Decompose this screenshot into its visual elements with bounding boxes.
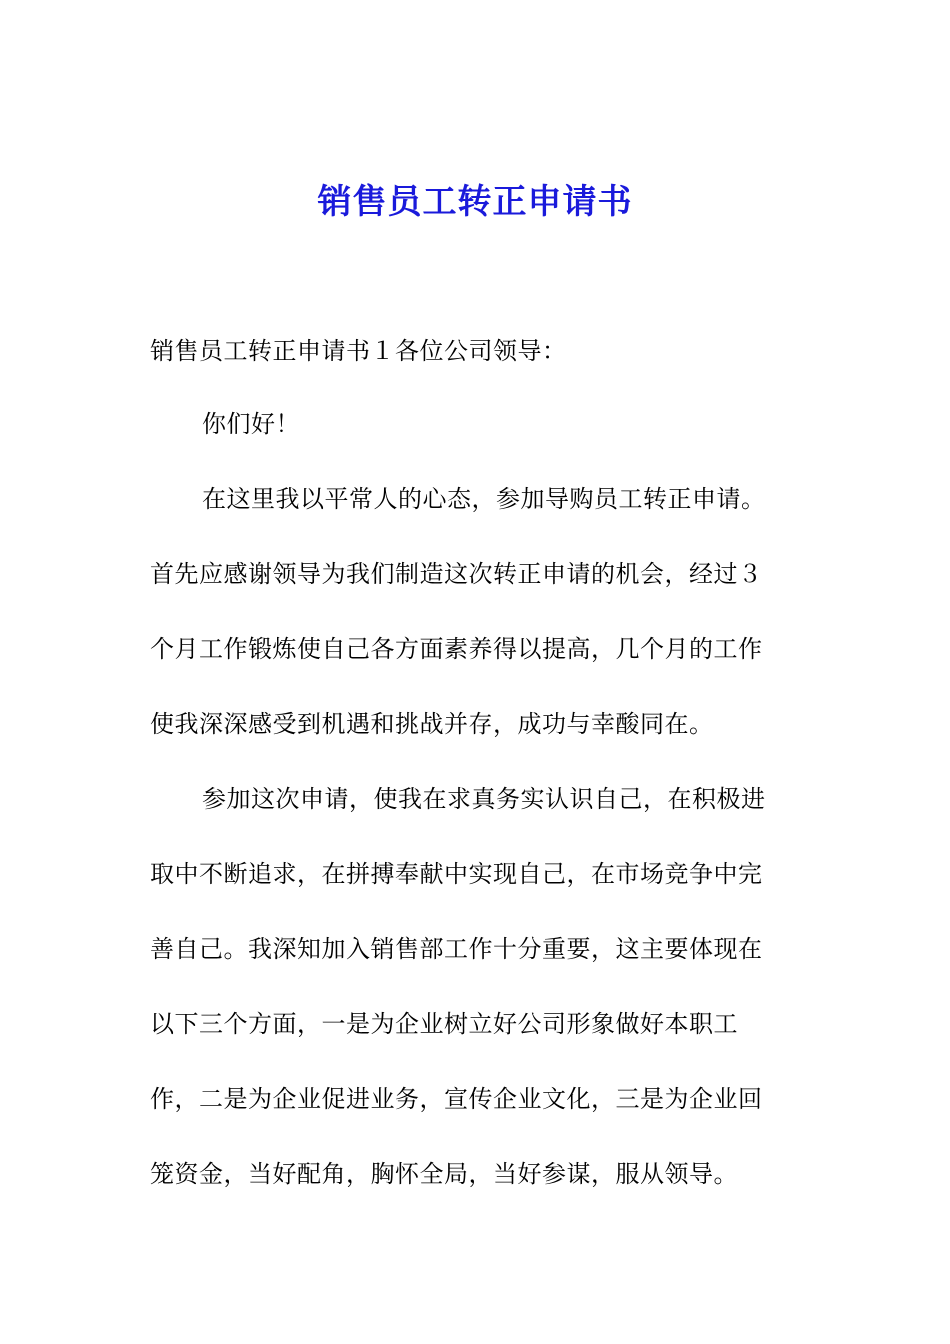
paragraph-line: 参加这次申请，使我在求真务实认识自己，在积极进 [202, 785, 766, 813]
paragraph-line: 取中不断追求，在拼搏奉献中实现自己，在市场竞争中完 [150, 860, 763, 888]
paragraph-line: 作，二是为企业促进业务，宣传企业文化，三是为企业回 [150, 1085, 763, 1113]
paragraph-line: 在这里我以平常人的心态，参加导购员工转正申请。 [202, 485, 766, 513]
paragraph-line: 以下三个方面，一是为企业树立好公司形象做好本职工 [150, 1010, 738, 1038]
paragraph-line: 善自己。我深知加入销售部工作十分重要，这主要体现在 [150, 935, 763, 963]
paragraph-line: 个月工作锻炼使自己各方面素养得以提高，几个月的工作 [150, 635, 763, 663]
paragraph-line: 笼资金，当好配角，胸怀全局，当好参谋，服从领导。 [150, 1160, 738, 1188]
paragraph-line-salutation: 你们好！ [202, 410, 300, 438]
document-title: 销售员工转正申请书 [317, 182, 633, 222]
paragraph-line: 首先应感谢领导为我们制造这次转正申请的机会，经过３ [150, 560, 763, 588]
paragraph-line: 使我深深感受到机遇和挑战并存，成功与幸酸同在。 [150, 710, 714, 738]
paragraph-line-greeting-header: 销售员工转正申请书１各位公司领导： [150, 337, 567, 365]
